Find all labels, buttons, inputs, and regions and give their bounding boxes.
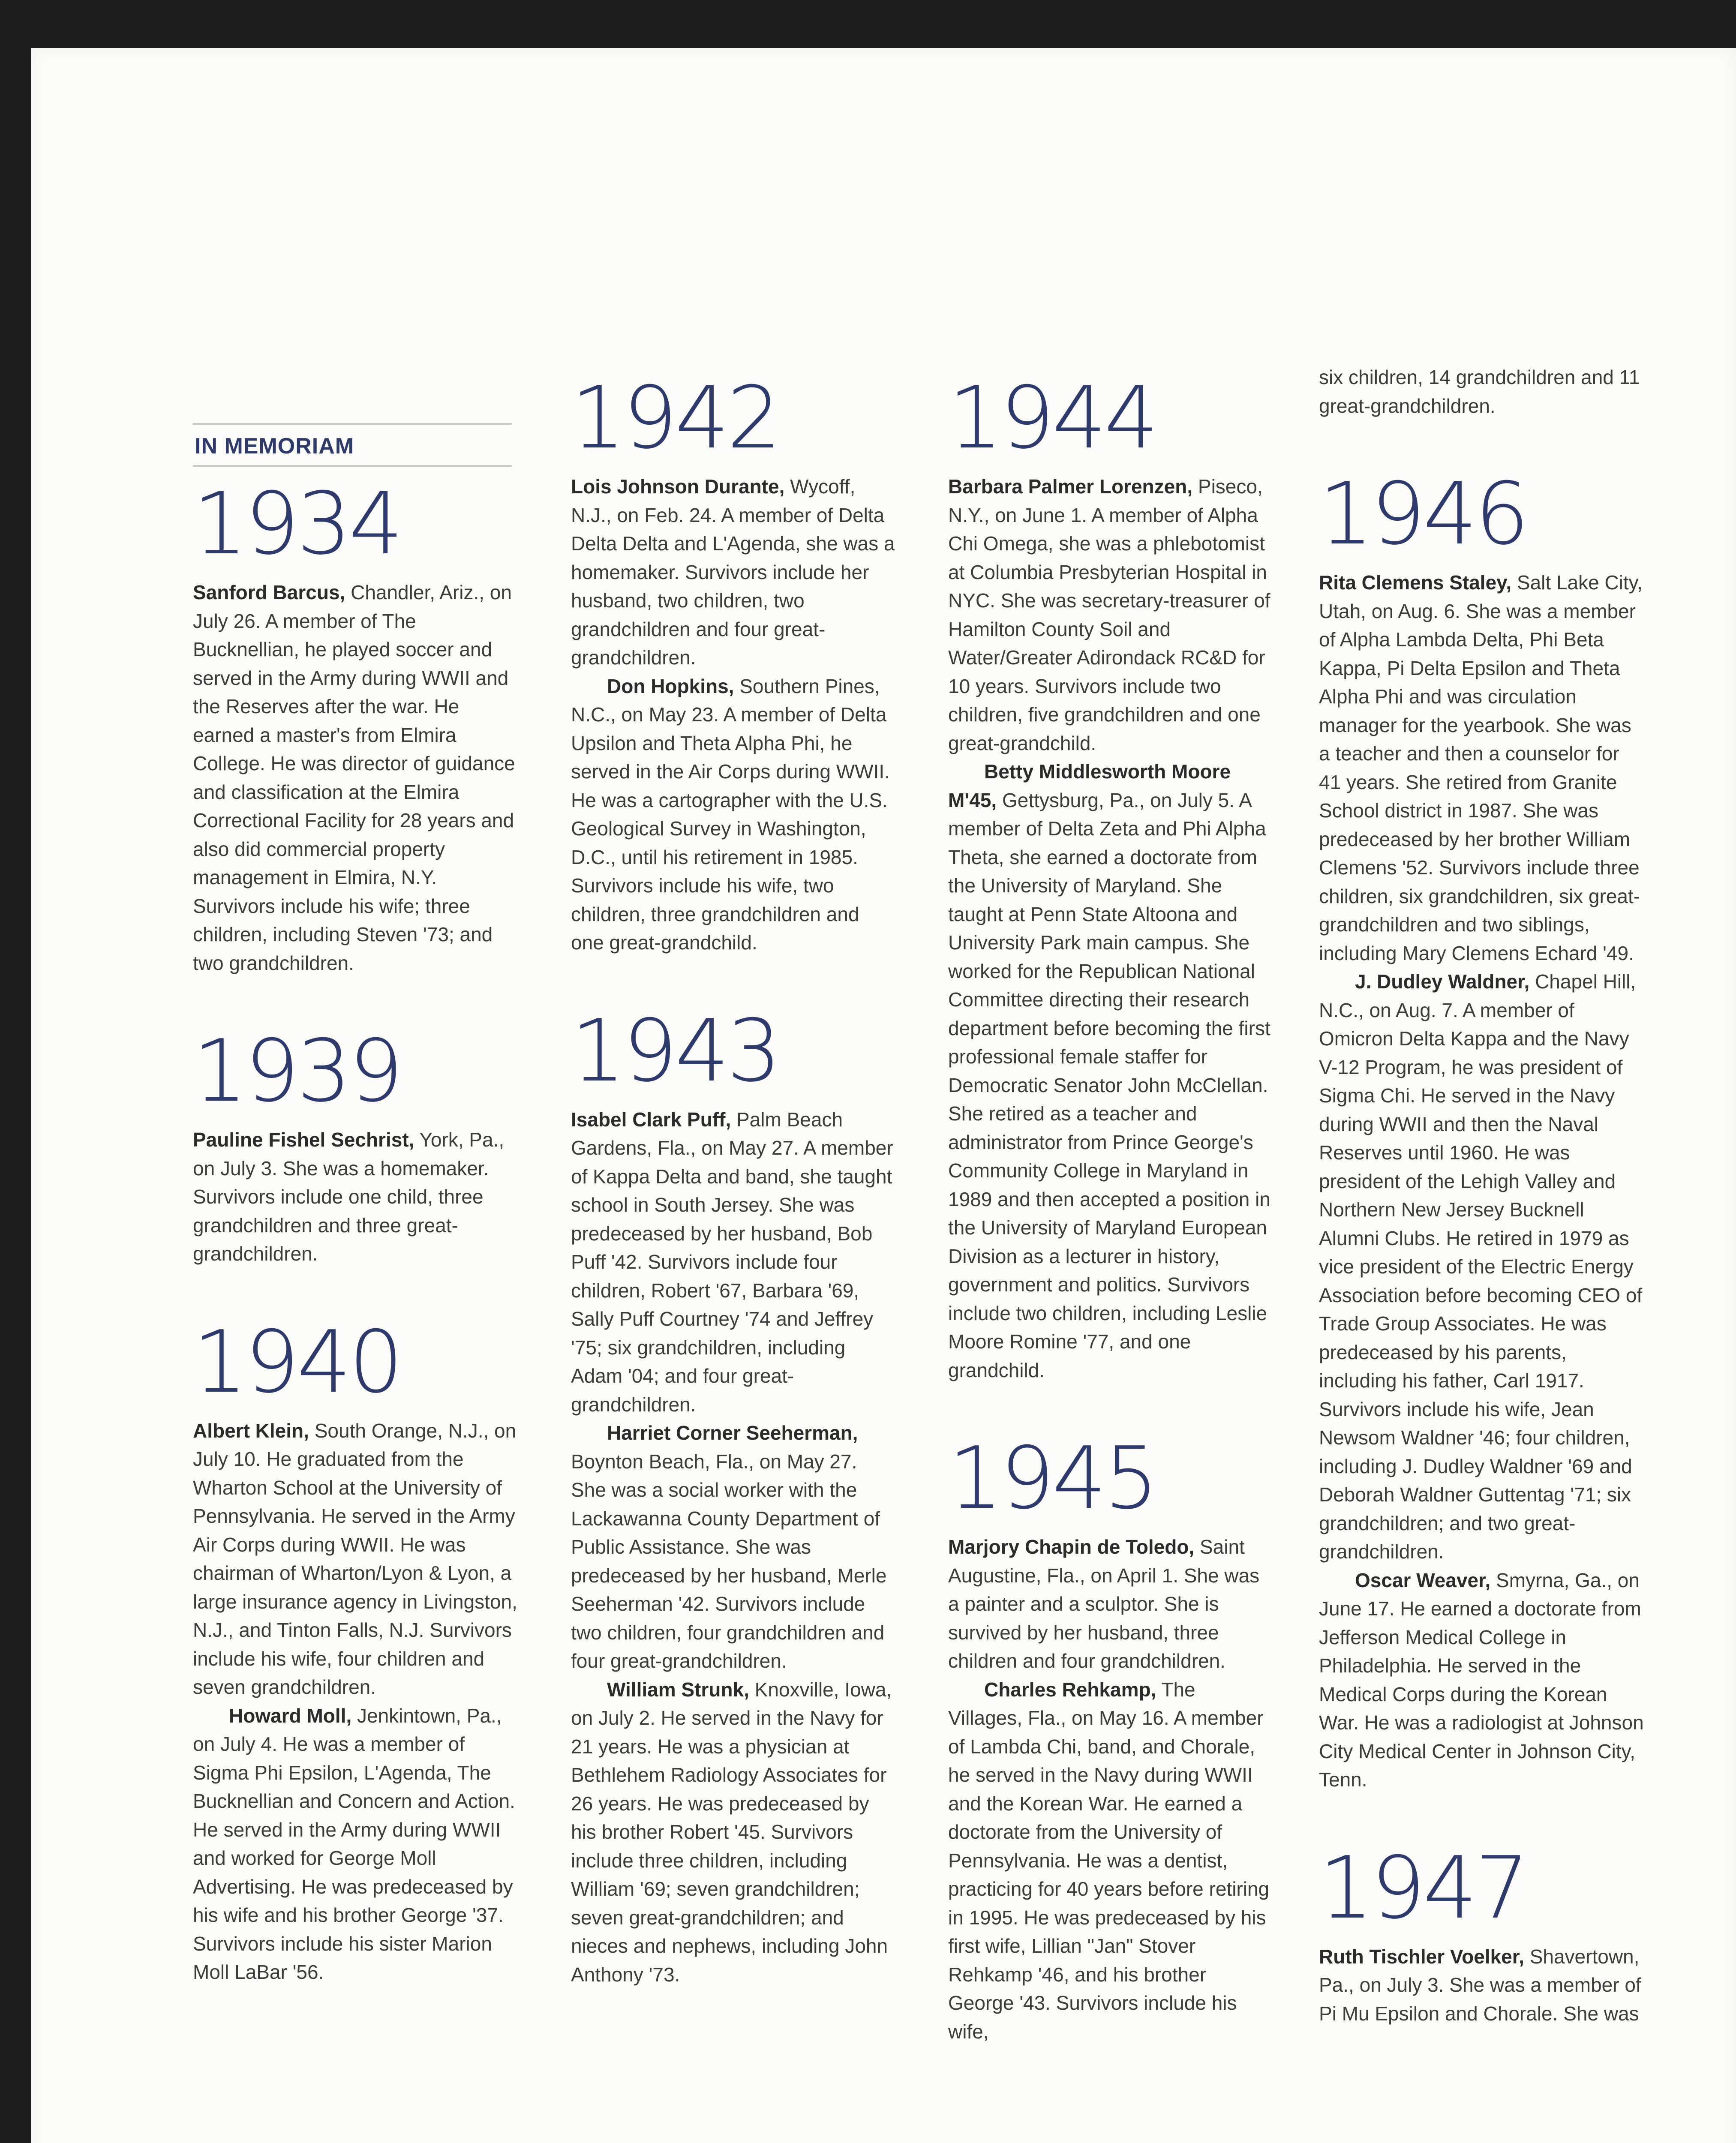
- obituary-text: Saint Augustine, Fla., on April 1. She was a painter and a sculptor. She is survived by her husband, three children and four grandchildren.: [948, 1536, 1260, 1672]
- class-year-section: [948, 1429, 1274, 2046]
- column-4: [1319, 363, 1645, 2028]
- obituary-entry: [948, 1675, 1274, 2046]
- section-label: IN MEMORIAM: [193, 423, 512, 467]
- obituary-name: J. Dudley Waldner,: [1355, 970, 1530, 993]
- class-year-heading: 1945: [948, 1429, 1156, 1528]
- class-year-section: [1319, 1838, 1645, 2028]
- class-year-heading: 1939: [193, 1021, 401, 1121]
- class-year-heading: 1943: [571, 1001, 779, 1101]
- obituary-text: Smyrna, Ga., on June 17. He earned a doctorate from Jefferson Medical College in Philadelphia. He served in the Medical Corps during the Korean War. He was a radiologist at Johnson City Medical Center in Johnson City, Tenn.: [1319, 1569, 1644, 1791]
- obituary-text: Piseco, N.Y., on June 1. A member of Alpha Chi Omega, she was a phlebotomist at Columbia Presbyterian Hospital in NYC. She was secretary-treasurer of Hamilton County Soil and Water/Greater Adirondack RC&D for 10 years. Survivors include two children, five grandchildren and one great-grandchild.: [948, 475, 1270, 754]
- obituary-text: Chandler, Ariz., on July 26. A member of The Bucknellian, he played soccer and served in the Army during WWII and the Reserves after the war. He earned a master's from Elmira College. He was director of guidance and classification at the Elmira Correctional Facility for 28 years and also did commercial property management in Elmira, N.Y. Survivors include his wife; three children, including Steven '73; and two grandchildren.: [193, 581, 515, 974]
- obituary-entry: [193, 1126, 519, 1268]
- obituary-text: Southern Pines, N.C., on May 23. A member of Delta Upsilon and Theta Alpha Phi, he served in the Air Corps during WWII. He was a cartographer with the U.S. Geological Survey in Washington, D.C., until his retirement in 1985. Survivors include his wife, two children, three grandchildren and one great-grandchild.: [571, 675, 890, 954]
- continued-entry-section: [1319, 363, 1645, 420]
- obituary-text: Boynton Beach, Fla., on May 27. She was a social worker with the Lackawanna County Department of Public Assistance. She was predeceased by her husband, Merle Seeherman '42. Survivors include two children, four grandchildren and four great-grandchildren.: [571, 1450, 887, 1672]
- class-year-section: [571, 1001, 897, 1989]
- class-year-heading: 1942: [571, 368, 779, 468]
- obituary-name: Ruth Tischler Voelker,: [1319, 1945, 1524, 1968]
- obituary-text: six children, 14 grandchildren and 11 great-grandchildren.: [1319, 366, 1640, 417]
- class-year-heading: 1934: [193, 474, 401, 574]
- class-year-section: [948, 368, 1274, 1384]
- obituary-name: Harriet Corner Seeherman,: [607, 1422, 858, 1444]
- class-year-section: [571, 368, 897, 957]
- obituary-name: Pauline Fishel Sechrist,: [193, 1129, 414, 1151]
- obituary-entry: [948, 1533, 1274, 1675]
- obituary-text: South Orange, N.J., on July 10. He graduated from the Wharton School at the University of Pennsylvania. He served in the Army Air Corps during WWII. He was chairman of Wharton/Lyon & Lyon, a large insurance agency in Livingston, N.J., and Tinton Falls, N.J. Survivors include his wife, four children and seven grandchildren.: [193, 1419, 517, 1698]
- obituary-name: Barbara Palmer Lorenzen,: [948, 475, 1193, 498]
- class-year-heading: 1947: [1319, 1838, 1527, 1938]
- class-year-heading: 1946: [1319, 464, 1527, 564]
- obituary-entry: [193, 578, 519, 977]
- obituary-entry: [1319, 1566, 1645, 1794]
- obituary-name: Lois Johnson Durante,: [571, 475, 785, 498]
- class-year-heading: 1944: [948, 368, 1156, 468]
- obituary-text: Salt Lake City, Utah, on Aug. 6. She was a member of Alpha Lambda Delta, Phi Beta Kappa, Pi Delta Epsilon and Theta Alpha Phi and was circulation manager for the yearbook. She was a teacher and then a counselor for 41 years. She retired from Granite School district in 1987. She was predeceased by her brother William Clemens '52. Survivors include three children, six grandchildren, six great-grandchildren and two siblings, including Mary Clemens Echard '49.: [1319, 571, 1643, 964]
- obituary-entry: [948, 472, 1274, 757]
- obituary-name: Howard Moll,: [229, 1704, 352, 1727]
- obituary-entry: [571, 672, 897, 957]
- obituary-name: Isabel Clark Puff,: [571, 1108, 731, 1131]
- column-2: [571, 361, 897, 1989]
- magazine-page: [31, 48, 1736, 2143]
- class-year-heading: 1940: [193, 1312, 401, 1412]
- class-year-section: [1319, 464, 1645, 1794]
- obituary-entry: [1319, 967, 1645, 1566]
- obituary-name: Sanford Barcus,: [193, 581, 345, 603]
- obituary-name: Betty Middlesworth Moore M'45,: [948, 760, 1231, 811]
- obituary-entry-continued: [1319, 363, 1645, 420]
- obituary-entry: [948, 757, 1274, 1384]
- class-year-section: [193, 1312, 519, 1987]
- obituary-text: Palm Beach Gardens, Fla., on May 27. A member of Kappa Delta and band, she taught school in South Jersey. She was predeceased by her husband, Bob Puff '42. Survivors include four children, Robert '67, Barbara '69, Sally Puff Courtney '74 and Jeffrey '75; six grandchildren, including Adam '04; and four great-grandchildren.: [571, 1108, 893, 1416]
- obituary-entry: [571, 472, 897, 672]
- obituary-entry: [1319, 1942, 1645, 2028]
- column-1: [193, 348, 519, 1987]
- obituary-text: York, Pa., on July 3. She was a homemaker. Survivors include one child, three grandchildren and three great-grandchildren.: [193, 1129, 505, 1265]
- obituary-entry: [571, 1105, 897, 1419]
- obituary-name: Marjory Chapin de Toledo,: [948, 1536, 1195, 1558]
- obituary-name: Oscar Weaver,: [1355, 1569, 1491, 1591]
- obituary-entry: [1319, 568, 1645, 967]
- class-year-section: [193, 1021, 519, 1268]
- obituary-name: William Strunk,: [607, 1678, 749, 1701]
- obituary-name: Don Hopkins,: [607, 675, 734, 697]
- obituary-text: Knoxville, Iowa, on July 2. He served in the Navy for 21 years. He was a physician at Bethlehem Radiology Associates for 26 years. He was predeceased by his brother Robert '45. Survivors include three children, including William '69; seven grandchildren; seven great-grandchildren; and nieces and nephews, including John Anthony '73.: [571, 1678, 892, 1986]
- obituary-name: Charles Rehkamp,: [984, 1678, 1156, 1701]
- obituary-text: The Villages, Fla., on May 16. A member of Lambda Chi, band, and Chorale, he served in the Navy during WWII and the Korean War. He earned a doctorate from the University of Pennsylvania. He was a dentist, practicing for 40 years before retiring in 1995. He was predeceased by his first wife, Lillian "Jan" Stover Rehkamp '46, and his brother George '43. Survivors include his wife,: [948, 1678, 1270, 2043]
- obituary-name: Rita Clemens Staley,: [1319, 571, 1512, 594]
- class-year-section: [193, 474, 519, 977]
- obituary-entry: [193, 1417, 519, 1702]
- obituary-text: Jenkintown, Pa., on July 4. He was a member of Sigma Phi Epsilon, L'Agenda, The Bucknellian and Concern and Action. He served in the Army during WWII and worked for George Moll Advertising. He was predeceased by his wife and his brother George '37. Survivors include his sister Marion Moll LaBar '56.: [193, 1704, 515, 1983]
- obituary-name: Albert Klein,: [193, 1419, 309, 1442]
- obituary-entry: [571, 1419, 897, 1675]
- obituary-entry: [193, 1702, 519, 1987]
- obituary-entry: [571, 1675, 897, 1989]
- obituary-text: Gettysburg, Pa., on July 5. A member of Delta Zeta and Phi Alpha Theta, she earned a doctorate from the University of Maryland. She taught at Penn State Altoona and University Park main campus. She worked for the Republican National Committee directing their research department before becoming the first professional female staffer for Democratic Senator John McClellan. She retired as a teacher and administrator from Prince George's Community College in Maryland in 1989 and then accepted a position in the University of Maryland European Division as a lecturer in history, government and politics. Survivors include two children, including Leslie Moore Romine '77, and one grandchild.: [948, 789, 1270, 1381]
- obituary-text: Shavertown, Pa., on July 3. She was a member of Pi Mu Epsilon and Chorale. She was: [1319, 1945, 1641, 2025]
- obituary-text: Chapel Hill, N.C., on Aug. 7. A member of Omicron Delta Kappa and the Navy V-12 Program, he was president of Sigma Chi. He served in the Navy during WWII and then the Naval Reserves until 1960. He was president of the Lehigh Valley and Northern New Jersey Bucknell Alumni Clubs. He retired in 1979 as vice president of the Electric Energy Association before becoming CEO of Trade Group Associates. He was predeceased by his parents, including his father, Carl 1917. Survivors include his wife, Jean Newsom Waldner '46; four children, including J. Dudley Waldner '69 and Deborah Waldner Guttentag '71; six grandchildren; and two great-grandchildren.: [1319, 970, 1643, 1563]
- obituary-text: Wycoff, N.J., on Feb. 24. A member of Delta Delta Delta and L'Agenda, she was a homemaker. Survivors include her husband, two children, two grandchildren and four great-grandchildren.: [571, 475, 895, 669]
- column-3: [948, 361, 1274, 2046]
